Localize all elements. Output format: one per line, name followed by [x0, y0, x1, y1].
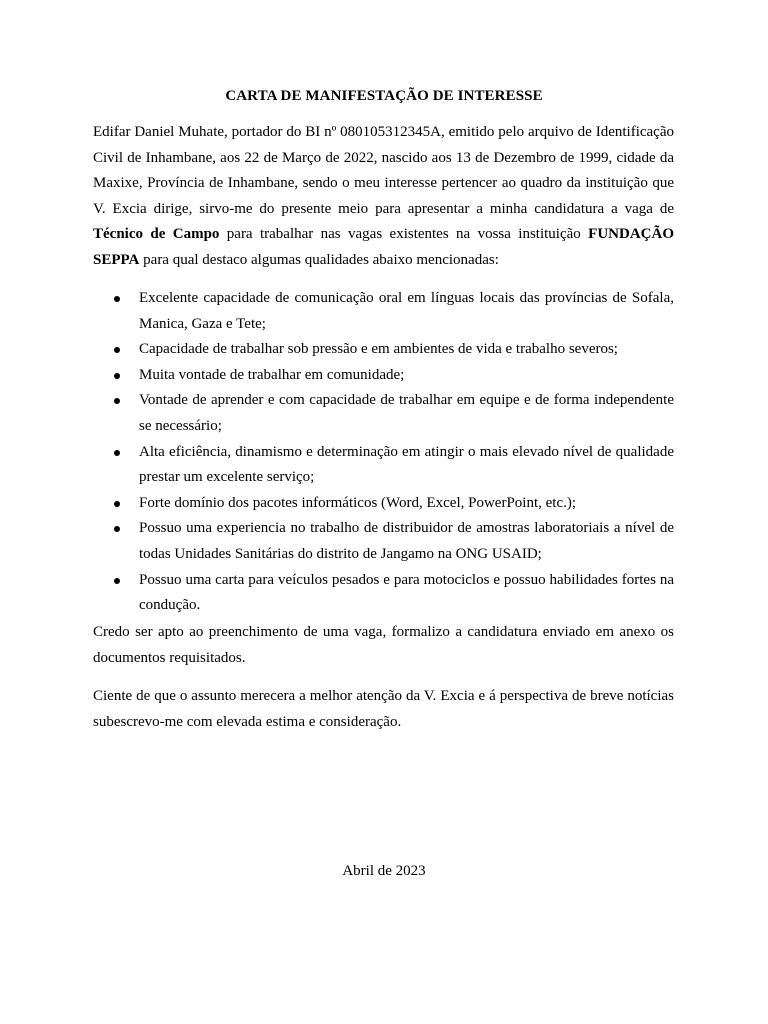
- list-item: [93, 491, 674, 517]
- quality-text: Muita vontade de trabalhar em comunidade;: [139, 366, 405, 383]
- closing-paragraph-1: Credo ser apto ao preenchimento de uma vaga, formalizo a candidatura enviado em anexo os documentos requisitados.: [93, 624, 674, 666]
- intro-paragraph: [93, 120, 674, 274]
- intro-text-part2: para trabalhar nas vagas existentes na vossa instituição: [219, 226, 589, 243]
- list-item: [93, 363, 674, 389]
- intro-text-part1: Edifar Daniel Muhate, portador do BI nº 080105312345A, emitido pelo arquivo de Identificação Civil de Inhambane, aos 22 de Março de 2022, nascido aos 13 de Dezembro de 1999, cidade da Maxixe, Província de Inhambane, sendo o meu interesse pertencer ao quadro da instituição que V. Excia dirige, sirvo-me do presente meio para apresentar a minha candidatura a vaga de: [93, 124, 674, 217]
- quality-text: Possuo uma carta para veículos pesados e para motociclos e possuo habilidades fortes na condução.: [139, 571, 674, 614]
- bullet-icon: [114, 578, 120, 584]
- list-item: [93, 516, 674, 567]
- list-item: [93, 440, 674, 491]
- list-item: [93, 286, 674, 337]
- letter-title: CARTA DE MANIFESTAÇÃO DE INTERESSE: [225, 88, 543, 104]
- job-position: Técnico de Campo: [93, 226, 220, 243]
- bullet-icon: [114, 296, 120, 302]
- quality-text: Capacidade de trabalhar sob pressão e em ambientes de vida e trabalho severos;: [139, 341, 618, 358]
- organization-name: FUNDAÇÃO SEPPA: [93, 226, 674, 268]
- bullet-icon: [114, 501, 120, 507]
- quality-text: Excelente capacidade de comunicação oral em línguas locais das províncias de Sofala, Manica, Gaza e Tete;: [139, 290, 674, 332]
- quality-text: Forte domínio dos pacotes informáticos (Word, Excel, PowerPoint, etc.);: [139, 494, 577, 511]
- intro-text-part3: para qual destaco algumas qualidades abaixo mencionadas:: [139, 251, 499, 268]
- letter-date: Abril de 2023: [342, 863, 426, 879]
- list-item: [93, 388, 674, 439]
- list-item: [93, 568, 674, 619]
- quality-text: Possuo uma experiencia no trabalho de distribuidor de amostras laboratoriais a nível de todas Unidades Sanitárias do distrito de Jangamo na ONG USAID;: [139, 520, 674, 562]
- closing-paragraph-2: Ciente de que o assunto merecera a melhor atenção da V. Excia e á perspectiva de breve notícias subescrevo-me com elevada estima e consideração.: [93, 688, 674, 730]
- quality-text: Vontade de aprender e com capacidade de trabalhar em equipe e de forma independente se necessário;: [139, 392, 674, 434]
- quality-text: Alta eficiência, dinamismo e determinação em atingir o mais elevado nível de qualidade prestar um excelente serviço;: [139, 443, 674, 486]
- bullet-icon: [114, 398, 120, 404]
- bullet-icon: [114, 450, 120, 456]
- bullet-icon: [114, 526, 120, 532]
- bullet-icon: [114, 373, 120, 379]
- bullet-icon: [114, 347, 120, 353]
- list-item: [93, 337, 674, 363]
- qualities-list: [93, 286, 674, 619]
